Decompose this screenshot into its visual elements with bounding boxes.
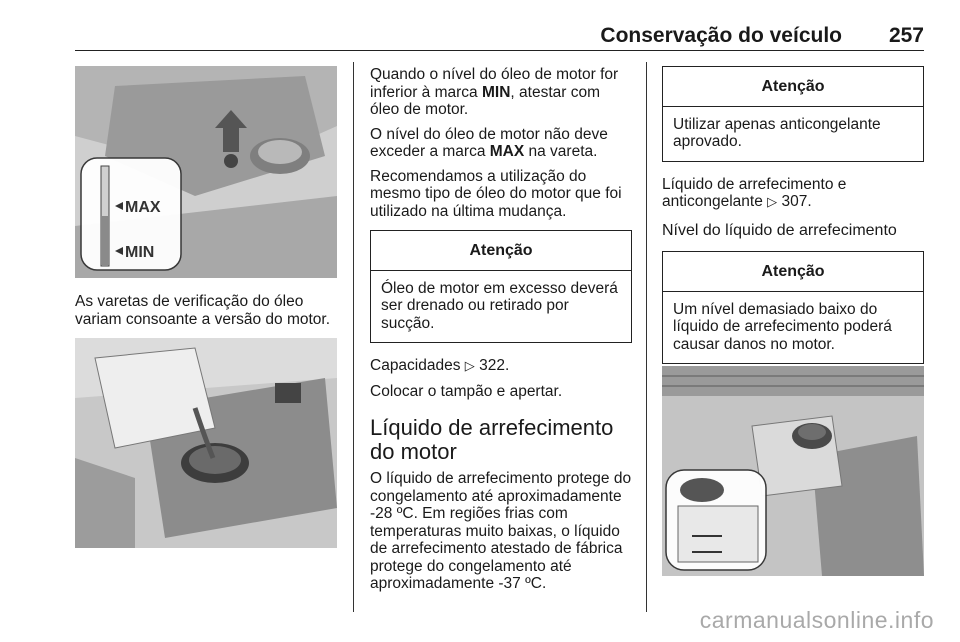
notice-title: Atenção (663, 252, 923, 292)
coolant-reservoir-illustration (662, 366, 924, 576)
notice-body: Utilizar apenas anticongelante aprovado. (673, 115, 881, 150)
paragraph-cap-tighten: Colocar o tampão e apertar. (370, 382, 563, 400)
dipstick-min-label: MIN (125, 244, 155, 261)
notice-box-antifreeze (662, 66, 924, 162)
paragraph-min-level: Quando o nível do óleo de motor for inferior à marca MIN, atestar com óleo de motor. (370, 66, 619, 118)
paragraph-coolant-protection: O líquido de arrefecimento protege do congelamento até aproximadamente -28 ºC. Em regiões frias com temperaturas muito baixas, o líquido de arrefecimento atestado de fábrica protege do congelamento até aproximadamente -37 ºC. (370, 470, 632, 592)
column-divider-2 (646, 62, 647, 612)
paragraph-capacities: Capacidades ▷ 322. (370, 357, 510, 374)
page-number: 257 (888, 24, 924, 47)
paragraph-max-level: O nível do óleo de motor não deve exceder a marca MAX na vareta. (370, 125, 608, 160)
subheading-coolant-level: Nível do líquido de arrefecimento (662, 221, 897, 239)
notice-box-oil (370, 230, 632, 343)
column-2 (370, 66, 632, 600)
section-heading-coolant: Líquido de arrefecimento do motor (370, 415, 614, 464)
oil-fill-illustration (75, 338, 337, 548)
dipstick-caption: As varetas de verificação do óleo variam consoante a versão do motor. (75, 293, 331, 328)
column-divider-1 (353, 62, 354, 612)
header-rule (75, 50, 924, 51)
page-header-title: Conservação do veículo (600, 24, 842, 47)
min-mark-label: MIN (481, 83, 511, 101)
column-1-caption (75, 293, 347, 335)
notice-body: Um nível demasiado baixo do líquido de arrefecimento poderá causar danos no motor. (673, 300, 892, 353)
notice-title: Atenção (371, 231, 631, 271)
reference-arrow-icon: ▷ (767, 195, 778, 210)
notice-body: Óleo de motor em excesso deverá ser drenado ou retirado por sucção. (381, 279, 618, 332)
dipstick-illustration (75, 66, 337, 278)
paragraph-oil-recommendation: Recomendamos a utilização do mesmo tipo de óleo do motor que foi utilizado na última mudança. (370, 167, 622, 220)
reference-arrow-icon: ▷ (464, 359, 475, 374)
notice-box-coolant-level (662, 251, 924, 364)
column-3 (662, 66, 924, 376)
notice-title: Atenção (663, 67, 923, 107)
watermark: carmanualsonline.info (699, 607, 934, 633)
max-mark-label: MAX (489, 143, 525, 160)
coolant-page-link[interactable]: 307. (781, 193, 812, 210)
paragraph-coolant-reference: Líquido de arrefecimento e anticongelante ▷ 307. (662, 175, 847, 210)
dipstick-max-label: MAX (125, 199, 161, 216)
capacities-page-link[interactable]: 322. (479, 357, 510, 374)
